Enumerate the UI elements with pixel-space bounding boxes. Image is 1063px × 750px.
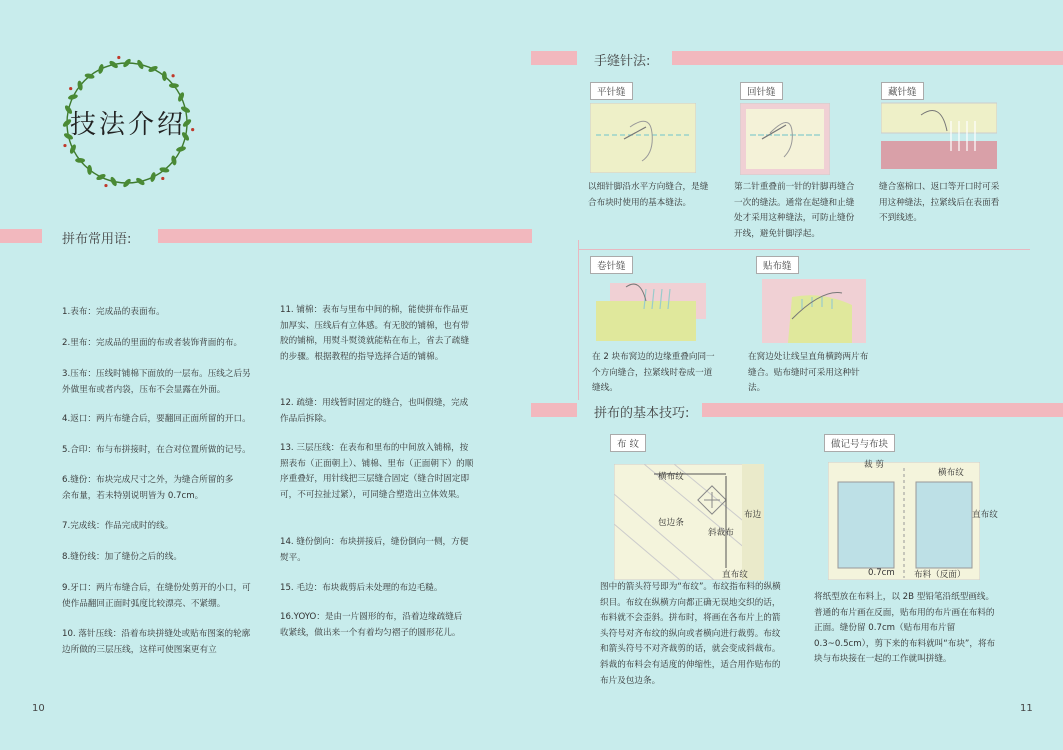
section-bar-right-c: [531, 403, 577, 417]
section-bar-right-d: [702, 403, 1063, 417]
technique-caption-grain: 图中的箭头符号即为“布纹”。布纹指布料的纵横织目。布纹在纵横方向都正确无误地交织的话，布料就不会歪斜。拼布时，将画在各布片上的箭头符号对齐布纹的纵向或者横向进行裁剪。布纹和箭头符号不对齐裁剪的话，就会变成斜裁布。斜裁的布料会有适度的伸缩性，适合用作贴布的布片及包边条。: [600, 582, 781, 686]
wreath-leaf: [162, 71, 167, 81]
running-stitch-illustration: [590, 103, 696, 173]
section-bar-left-b: [158, 229, 532, 243]
wreath-leaf: [68, 93, 79, 100]
marking-label-seam: 0.7cm: [868, 568, 895, 578]
divider-stitches: [578, 249, 1030, 250]
stitch-caption-ladder: 缝合塞棉口、返口等开口时可采用这种缝法，拉紧线后在表面看不到线迹。: [879, 182, 1000, 224]
wreath-berry: [161, 177, 164, 180]
wreath-berry: [171, 74, 174, 77]
applique-stitch-illustration: [762, 279, 866, 343]
divider-stitches-v1: [578, 240, 579, 400]
wreath-leaf: [147, 65, 158, 73]
term-3: 3.压布：压线时铺棉下面放的一层布。压线之后另外做里布或者内袋，压布不会显露在外面。: [62, 369, 251, 395]
stitch-caption-applique: 在窝边处让线呈直角横跨两片布缝合。贴布缝时可采用这种针法。: [748, 352, 869, 394]
term-10: 10. 落针压线：沿着布块拼缝处或贴布图案的轮廓边所做的三层压线，这样可使图案更有立: [62, 629, 251, 655]
marking-illustration: [828, 462, 980, 580]
backstitch-illustration: [740, 103, 830, 175]
wreath-leaf: [176, 145, 187, 152]
wreath-berry: [63, 144, 66, 147]
term-5: 5.合印：布与布拼接时，在合对位置所做的记号。: [62, 445, 251, 455]
technique-label-marking: 做记号与布块: [824, 434, 895, 452]
term-6: 6.缝份：布块完成尺寸之外，为缝合所留的多余布量，若未特别说明皆为 0.7cm。: [62, 475, 234, 501]
term-1: 1.表布：完成品的表面布。: [62, 307, 165, 317]
wreath-leaf: [69, 143, 77, 154]
stitch-label-whip: 卷针缝: [590, 256, 633, 274]
term-16: 16.YOYO：是由一片圆形的布，沿着边缘疏缝后收紧线，做出来一个有着均匀褶子的圆形花儿。: [280, 612, 463, 638]
wreath-leaf: [169, 83, 179, 88]
term-13: 13. 三层压线：在表布和里布的中间放入铺棉，按照表布（正面朝上）、铺棉、里布（正面朝下）的顺序重叠好，用针线把三层缝合固定（缝合时固定即可，不可拉扯过紧），可同缝合塑造出立体效果。: [280, 443, 474, 500]
wreath-leaf: [75, 158, 85, 163]
wreath-leaf: [95, 173, 106, 181]
wreath-berry: [69, 87, 72, 90]
wreath-berry: [191, 128, 194, 131]
term-12: 12. 疏缝：用线暂时固定的缝合，也叫假缝，完成作品后拆除。: [280, 398, 469, 424]
wreath-leaf: [87, 165, 92, 175]
wreath-berry: [104, 184, 107, 187]
whip-stitch-illustration: [596, 279, 708, 343]
stitch-caption-backstitch: 第二针重叠前一针的针脚再缝合一次的缝法。通常在起缝和止缝处才采用这种缝法，可防止缝份开线，避免针脚浮起。: [734, 182, 855, 239]
stitch-caption-whip: 在 2 块布窝边的边缘重叠向同一个方向缝合，拉紧线时卷成一道缝线。: [592, 352, 715, 394]
term-2: 2.里布：完成品的里面的布或者装饰背面的布。: [62, 338, 243, 348]
technique-caption-marking: 将纸型放在布料上，以 2B 型铅笔沿纸型画线。普通的布片画在反面，贴布用的布片画在布料的正面。缝份留 0.7cm（贴布用布片留 0.3~0.5cm），剪下来的布料就叫“布块”，将布块与布块接在一起的工作就叫拼缝。: [814, 592, 996, 665]
grain-label-straight: 直布纹: [722, 570, 748, 580]
stitch-caption-running: 以细针脚沿水平方向缝合，是缝合布块时使用的基本缝法。: [588, 182, 709, 208]
grain-label-bias-strip: 包边条: [658, 518, 684, 528]
marking-label-scissors: 裁 剪: [864, 460, 884, 470]
term-15: 15. 毛边：布块裁剪后未处理的布边毛糙。: [280, 583, 443, 593]
section-bar-right-a: [531, 51, 577, 65]
ladder-stitch-illustration: [881, 101, 997, 171]
section-bar-right-b: [672, 51, 1063, 65]
marking-label-top: 横布纹: [938, 468, 964, 478]
grain-label-top: 横布纹: [658, 472, 684, 482]
term-4: 4.返口：两片布缝合后，要翻回正面所留的开口。: [62, 414, 251, 424]
grain-label-side: 布边: [744, 510, 762, 520]
term-11: 11. 铺棉：表布与里布中间的棉，能使拼布作品更加厚实、压线后有立体感。有无胶的铺棉，也有带胶的铺棉，用熨斗熨烫就能粘在布上，省去了疏缝的步骤。根据教程的指导选择合适的铺棉。: [280, 305, 470, 362]
stitch-label-backstitch: 回针缝: [740, 82, 783, 100]
page-title: 技法介绍: [70, 110, 187, 140]
section-title-terms: 拼布常用语:: [56, 228, 137, 247]
section-bar-left-a: [0, 229, 42, 243]
term-14: 14. 缝份倒向：布块拼接后，缝份倒向一侧，方便熨平。: [280, 537, 469, 563]
page-number-left: 10: [32, 703, 45, 714]
term-7: 7.完成线：作品完成时的线。: [62, 521, 174, 531]
grain-label-bias: 斜裁布: [708, 528, 734, 538]
term-9: 9.牙口：两片布缝合后，在缝份处剪开的小口，可使作品翻回正面时弧度比较漂亮、不紧绷。: [62, 583, 251, 609]
wreath-leaf: [108, 60, 119, 70]
wreath-leaf: [97, 64, 104, 75]
stitch-label-running: 平针缝: [590, 82, 633, 100]
page-number-right: 11: [1020, 703, 1033, 714]
wreath-berry: [117, 56, 120, 59]
wreath-leaf: [177, 91, 185, 102]
marking-label-fabric: 布料（反面）: [914, 570, 966, 580]
grain-illustration: [614, 464, 764, 580]
wreath-leaf: [149, 172, 156, 183]
technique-label-grain: 布 纹: [610, 434, 646, 452]
section-title-techniques: 拼布的基本技巧:: [588, 402, 695, 421]
wreath-leaf: [135, 177, 146, 187]
stitch-label-applique: 贴布缝: [756, 256, 799, 274]
marking-label-side: 直布纹: [972, 510, 998, 520]
term-8: 8.缝份线：加了缝份之后的线。: [62, 552, 182, 562]
section-title-stitches: 手缝针法:: [588, 50, 656, 69]
stitch-label-ladder: 藏针缝: [881, 82, 924, 100]
